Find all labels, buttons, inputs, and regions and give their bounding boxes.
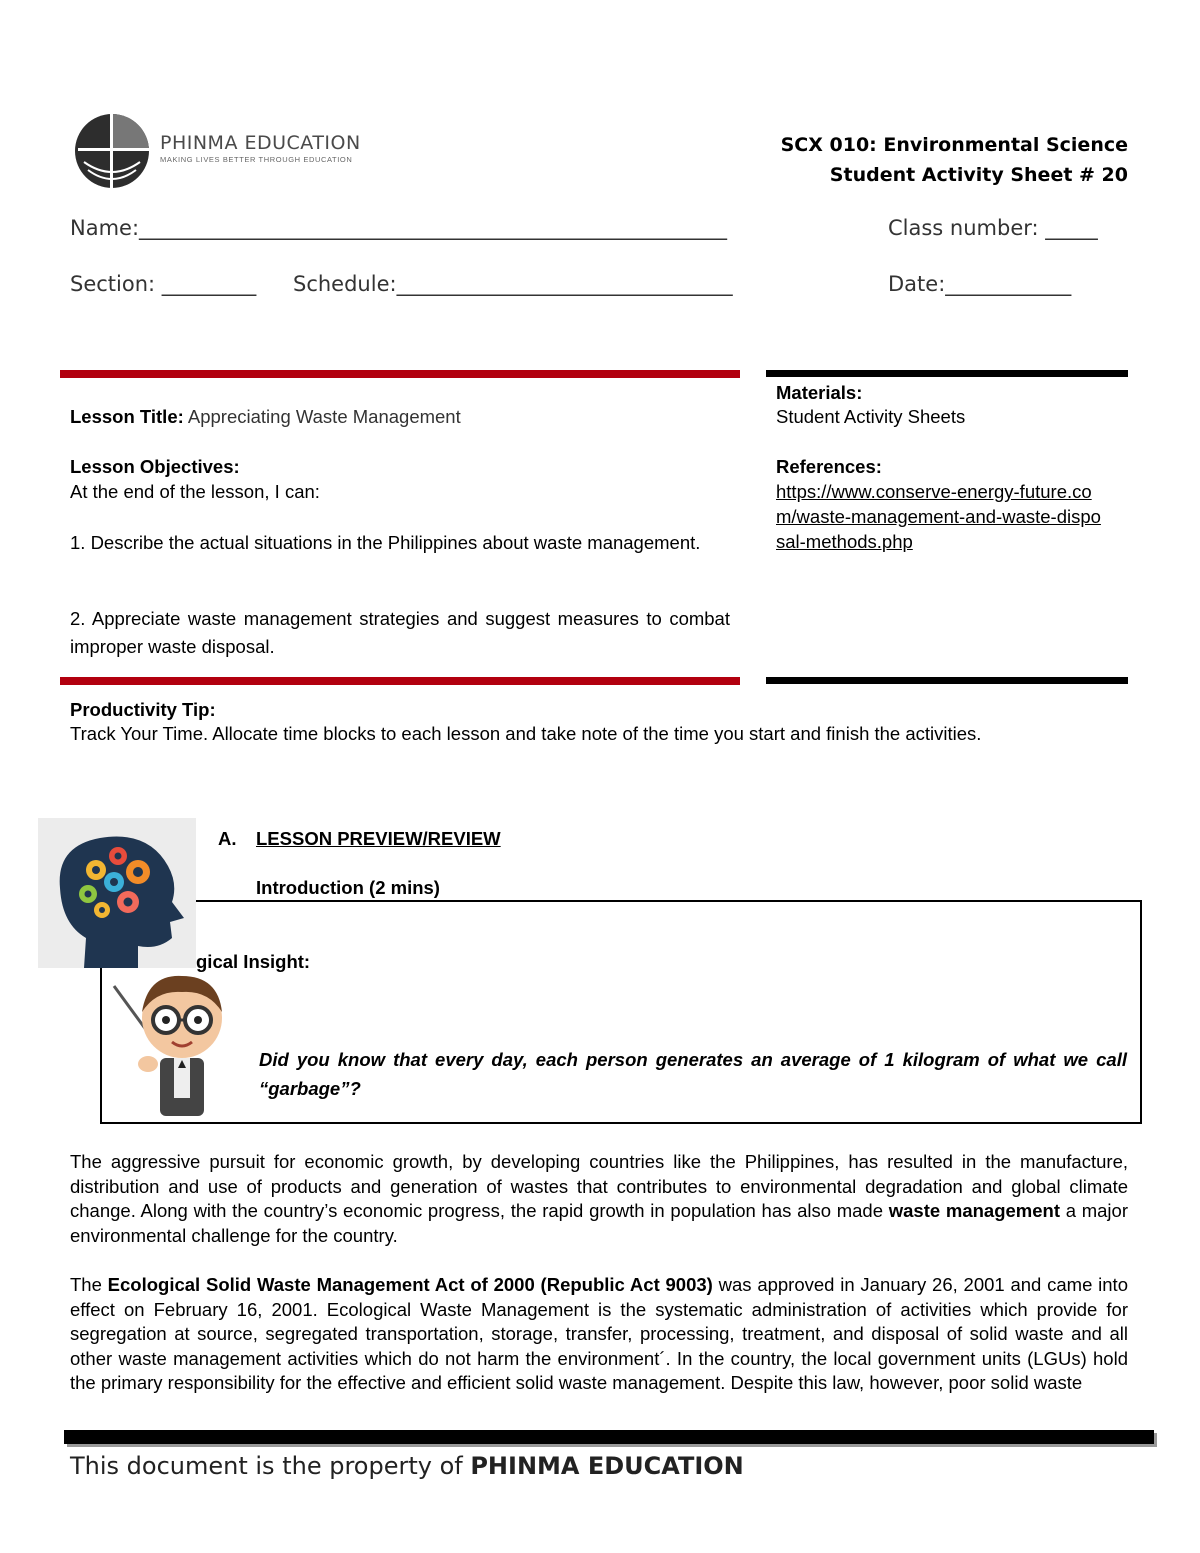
brain-gears-icon <box>38 818 196 968</box>
paragraph-2-text-b: was approved in January 26, 2001 and came into effect on February 16, 2001. Ecological Waste Management is the systematic administration of activities which provide for segregation at source, segregated transportation, storage, transfer, processing, treatment, and disposal of solid waste and all other waste management activities which do not harm the environment´. In the country, the local government units (LGUs) hold the primary responsibility for the effective and efficient solid waste management. Despite this law, however, poor solid waste <box>70 1274 1128 1394</box>
objective-2: 2. Appreciate waste management strategies and suggest measures to combat improper waste disposal. <box>70 608 730 657</box>
paragraph-1 <box>70 1150 1128 1248</box>
lesson-title-value: Appreciating Waste Management <box>187 406 461 427</box>
section-a-letter: A. <box>218 828 237 849</box>
objective-1: 1. Describe the actual situations in the Philippines about waste management. <box>70 532 701 553</box>
divider-black-top <box>766 370 1128 377</box>
footer-text-plain: This document is the property of <box>70 1452 471 1480</box>
insight-question: Did you know that every day, each person generates an average of 1 kilogram of what we call “garbage”? <box>259 1049 1127 1099</box>
divider-black-bottom <box>766 677 1128 684</box>
paragraph-2-bold: Ecological Solid Waste Management Act of 2000 (Republic Act 9003) <box>107 1274 713 1295</box>
reference-link[interactable]: https://www.conserve-energy-future.com/waste-management-and-waste-disposal-methods.php <box>776 481 1101 552</box>
section-a-intro: Introduction (2 mins) <box>256 877 440 898</box>
paragraph-2 <box>70 1273 1128 1396</box>
teacher-cartoon-image <box>108 968 243 1120</box>
divider-red-top <box>60 370 740 378</box>
footer-text-bold: PHINMA EDUCATION <box>470 1452 744 1480</box>
date-field[interactable]: Date:____________ <box>888 272 1072 296</box>
course-title: SCX 010: Environmental Science <box>780 134 1128 156</box>
logo-tagline: MAKING LIVES BETTER THROUGH EDUCATION <box>160 155 353 164</box>
lesson-title <box>70 404 730 429</box>
paragraph-1-bold: waste management <box>888 1200 1060 1222</box>
course-header <box>781 130 1128 190</box>
materials-label: Materials: <box>776 382 863 403</box>
paragraph-2-text-a: The <box>70 1274 108 1295</box>
sheet-number: Student Activity Sheet # 20 <box>829 164 1128 186</box>
class-number-field[interactable]: Class number: _____ <box>888 216 1098 240</box>
logo-text: PHINMA EDUCATION <box>160 132 361 154</box>
brain-gears-image <box>38 818 196 968</box>
schedule-field[interactable]: Schedule:________________________________ <box>293 272 733 296</box>
footer-bar <box>64 1430 1154 1444</box>
section-a-heading: LESSON PREVIEW/REVIEW <box>256 828 501 849</box>
lesson-title-label: Lesson Title: <box>70 406 184 427</box>
footer-text <box>70 1452 744 1480</box>
insight-label: gical Insight: <box>196 951 311 972</box>
tip-text: Track Your Time. Allocate time blocks to each lesson and take note of the time you start and finish the activities. <box>70 723 982 744</box>
name-field[interactable]: Name:________________________________________________________ <box>70 216 728 240</box>
references-label: References: <box>776 456 882 477</box>
divider-red-bottom <box>60 677 740 685</box>
materials-value: Student Activity Sheets <box>776 406 966 427</box>
paragraph-1-text-b: a major environmental challenge for the country. <box>70 1200 1128 1246</box>
lesson-objectives-label: Lesson Objectives: <box>70 456 240 477</box>
lesson-objectives-intro: At the end of the lesson, I can: <box>70 481 320 502</box>
section-field[interactable]: Section: _________ <box>70 272 257 296</box>
paragraph-1-text-a: The aggressive pursuit for economic growth, by developing countries like the Philippines, has resulted in the manufacture, distribution and use of products and generation of wastes that contributes to environmental degradation and global climate change. Along with the country’s economic progress, the rapid growth in population has also made <box>70 1151 1128 1222</box>
tip-label: Productivity Tip: <box>70 699 216 720</box>
